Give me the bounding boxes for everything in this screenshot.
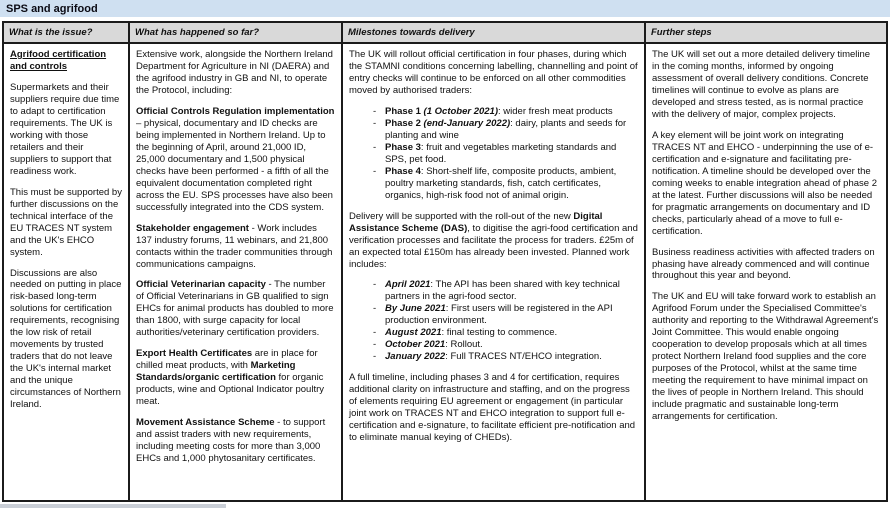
phase-item xyxy=(349,142,638,166)
item-text-2: for organic products, wine and Optional Indicator poultry meat. xyxy=(136,372,324,408)
bullet-dash: - xyxy=(373,165,377,177)
header-further-steps: Further steps xyxy=(646,23,886,44)
further-paragraph: A key element will be joint work on integrating TRACES NT and EHCO - underpinning the use of e-certification and e-signature and facilitating pre-notification. A timeline should be developed over the coming weeks to enable integration ahead of phase 2 at the latest. Further discussions will also be needed for pragmatic arrangements on documentary and ID checks, particularly ahead of a move to full e-certification. xyxy=(652,129,877,237)
item-lead: Official Controls Regulation implementation xyxy=(136,105,335,117)
phase-text: : Short-shelf life, composite products, ambient, poultry marketing standards, fish, catch certificates, organics, high-risk food not of animal origin. xyxy=(385,165,617,201)
plan-text: : The API has been shared with key technical partners in the agri-food sector. xyxy=(385,279,620,303)
cell-milestones xyxy=(343,44,646,500)
item-text: - to support and assist traders with new requirements, including meeting costs for more than 3,000 EHCs and 1,000 phytosanitary certificates. xyxy=(136,417,326,465)
phase-text: : wider fresh meat products xyxy=(498,105,613,117)
phase-date: (end-January 2022) xyxy=(420,117,511,129)
plan-date: By June 2021 xyxy=(385,303,446,315)
bullet-dash: - xyxy=(373,141,377,153)
bullet-dash: - xyxy=(373,279,377,291)
cell-issue xyxy=(4,44,130,500)
plan-text: : Full TRACES NT/EHCO integration. xyxy=(445,351,602,363)
item-lead: Official Veterinarian capacity xyxy=(136,279,266,291)
phase-item xyxy=(349,118,638,142)
happened-item xyxy=(136,279,335,339)
phase-date: (1 October 2021) xyxy=(420,105,499,117)
das-scheme-name: Digital Assistance Scheme (DAS) xyxy=(349,210,603,234)
plan-text: : Rollout. xyxy=(445,339,483,351)
header-milestones: Milestones towards delivery xyxy=(343,23,646,44)
das-paragraph xyxy=(349,211,638,271)
happened-intro: Extensive work, alongside the Northern Ireland Department for Agriculture in NI (DAERA) and the agrifood industry in GB and NI, to operate the Protocol, including: xyxy=(136,49,333,96)
milestones-outro: A full timeline, including phases 3 and 4 for certification, requires additional clarity on infrastructure and staffing, and on the progress of elements requiring EU agreement or engagement (in particular joint work on TRACES NT and EHCO integration to support full e-certification and e-signature, to facilitate efficient pre-notification and to eliminate manual keying of CHEDs). xyxy=(349,372,636,444)
plan-text: : First users will be registered in the API production environment. xyxy=(385,303,613,327)
header-happened: What has happened so far? xyxy=(130,23,343,44)
header-issue: What is the issue? xyxy=(4,23,130,44)
happened-item xyxy=(136,417,335,465)
issue-heading: Agrifood certification and controls xyxy=(10,49,107,72)
milestones-intro: The UK will rollout official certification in four phases, during which the STAMNI conditions concerning labelling, channelling and point of entry checks will continue to be enforced on all other commodities moved by authorised traders: xyxy=(349,49,638,96)
plan-date: January 2022 xyxy=(385,351,446,363)
phase-text: : fruit and vegetables marketing standards and SPS, pet food. xyxy=(385,141,617,165)
plan-date: April 2021 xyxy=(385,279,431,291)
issue-paragraph: Discussions are also needed on putting in place risk-based long-term solutions for certification requirements, recognising the low risk of retail movements by trusted traders that do not leave the UK's internal market and the unique circumstances of Northern Ireland. xyxy=(10,267,122,411)
phase-label: Phase 4 xyxy=(385,165,421,177)
section-title-bar xyxy=(0,0,890,17)
sps-agrifood-table xyxy=(2,21,888,502)
item-text: – physical, documentary and ID checks are being implemented in Northern Ireland. Up to the beginning of April, around 21,000 ID, 25,000 documentary and 1,500 physical checks have been performed - a fifth of all the equivalent documentation completed right across the EU. SPS processes have also been successfully integrated into the CDS system. xyxy=(136,117,333,213)
cell-further-steps xyxy=(646,44,886,500)
further-paragraph: The UK will set out a more detailed delivery timeline in the coming months, informed by ongoing assessment of overall delivery conditions. Concrete timelines will continue to evolve as plans are developed and stress tested, as is normal practice with the delivery of major, complex projects. xyxy=(652,49,871,120)
bullet-dash: - xyxy=(373,105,377,117)
happened-item xyxy=(136,348,335,408)
item-lead: Movement Assistance Scheme xyxy=(136,417,275,429)
item-lead-2: Marketing Standards/organic certification xyxy=(136,360,296,384)
das-text-1: Delivery will be supported with the roll-out of the new xyxy=(349,210,574,222)
item-text: - Work includes 137 industry forums, 11 webinars, and 21,800 contacts within the trader communities through communications campaigns. xyxy=(136,222,333,270)
plan-text: : final testing to commence. xyxy=(441,327,558,339)
issue-paragraph: This must be supported by further discussions on the technical interface of the EU TRACES NT system and the UK's EHCO system. xyxy=(10,186,122,258)
plan-item xyxy=(349,327,638,339)
plan-date: August 2021 xyxy=(385,327,442,339)
happened-item xyxy=(136,106,335,214)
item-text: - The number of Official Veterinarians in GB qualified to sign EHCs for animal products has doubled to more than 1800, with surge capacity for local authorities/veterinary certification providers. xyxy=(136,279,334,339)
bullet-dash: - xyxy=(373,327,377,339)
phase-item xyxy=(349,166,638,202)
item-lead: Stakeholder engagement xyxy=(136,222,249,234)
section-title: SPS and agrifood xyxy=(6,2,98,15)
das-text-2: , to digitise the agri-food certification and verification processes and facilitate the process for traders. £25m of an expected total £150m has already been invested. Planned work includes: xyxy=(349,222,638,270)
plan-date: October 2021 xyxy=(385,339,446,351)
phase-item xyxy=(349,106,638,118)
item-lead: Export Health Certificates xyxy=(136,348,253,360)
phase-label: Phase 1 xyxy=(385,105,421,117)
bullet-dash: - xyxy=(373,339,377,351)
plan-item xyxy=(349,303,638,327)
plan-item xyxy=(349,279,638,303)
next-row-partial xyxy=(0,504,226,508)
phase-label: Phase 3 xyxy=(385,141,421,153)
bullet-dash: - xyxy=(373,117,377,129)
bullet-dash: - xyxy=(373,351,377,363)
further-paragraph: The UK and EU will take forward work to establish an Agrifood Forum under the Specialised Committee's authority and reporting to the Withdrawal Agreement's Joint Committee. This would enable ongoing cooperation to develop proposals which at all times protect Northern Ireland food supplies and the core purposes of the Protocol, whilst at the same time meeting the requirement to have minimal impact on the lives of people in Northern Ireland. This should include pragmatic and sustainable long-term arrangements for certification. xyxy=(652,291,879,423)
bullet-dash: - xyxy=(373,303,377,315)
phase-text: : dairy, plants and seeds for planting and wine xyxy=(385,117,627,141)
phase-list xyxy=(349,106,638,202)
issue-paragraph: Supermarkets and their suppliers require due time to adapt to certification requirements. The UK is working with those retailers and their suppliers to support that readiness work. xyxy=(10,81,120,177)
plan-item xyxy=(349,351,638,363)
happened-item xyxy=(136,223,335,271)
plan-item xyxy=(349,339,638,351)
phase-label: Phase 2 xyxy=(385,117,421,129)
item-text: are in place for chilled meat products, with xyxy=(136,348,318,372)
further-paragraph: Business readiness activities with affected traders on phasing have already commenced and will continue throughout this year and beyond. xyxy=(652,246,875,282)
cell-happened xyxy=(130,44,343,500)
plan-list xyxy=(349,279,638,363)
